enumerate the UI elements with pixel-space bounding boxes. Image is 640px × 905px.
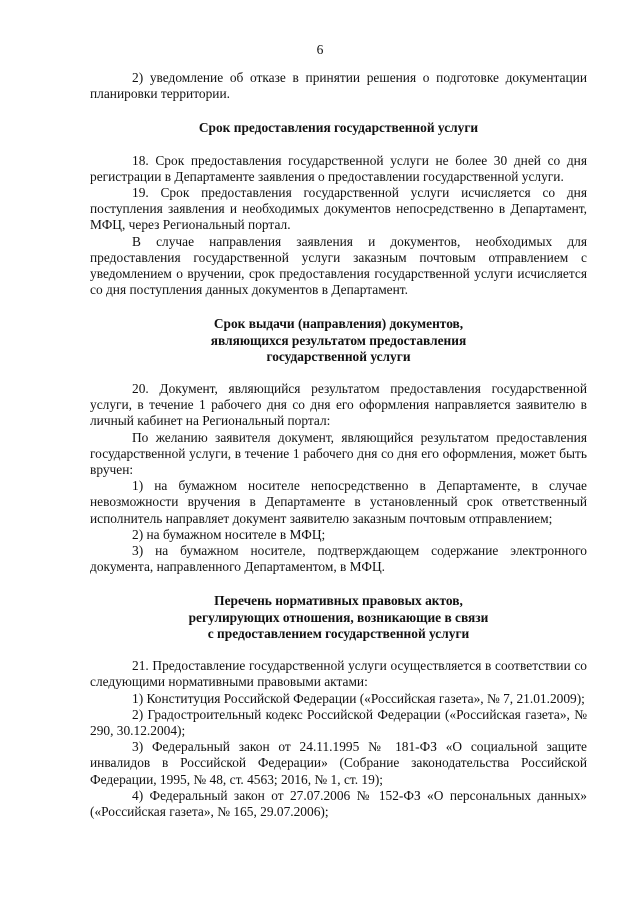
paragraph-20-item-2: 2) на бумажном носителе в МФЦ; xyxy=(132,526,326,542)
paragraph-18: 18. Срок предоставления государственной услуги не более 30 дней со дня регистрации в Департаменте заявления о предоставлении государственной услуги. xyxy=(90,152,587,184)
paragraph-21: 21. Предоставление государственной услуги осуществляется в соответствии со следующими нормативными правовыми актами: xyxy=(90,658,587,690)
paragraph-item-2-notice: 2) уведомление об отказе в принятии решения о подготовке документации планировки территории. xyxy=(90,70,587,102)
paragraph-19-mail-case: В случае направления заявления и документов, необходимых для предоставления государственной услуги заказным почтовым отправлением с уведомлением о вручении, срок предоставления государственной услуги исчисляется со дня поступления данных документов в Департамент. xyxy=(90,233,587,298)
page-number: 6 xyxy=(316,42,324,57)
paragraph-21-item-2: 2) Градостроительный кодекс Российской Федерации («Российская газета», № 290, 30.12.2004); xyxy=(90,706,587,738)
paragraph-20: 20. Документ, являющийся результатом предоставления государственной услуги, в течение 1 рабочего дня со дня его оформления направляется заявителю в личный кабинет на Региональный портал: xyxy=(90,381,587,429)
heading-line: с предоставлением государственной услуги xyxy=(207,625,470,641)
section-heading-service-term: Срок предоставления государственной услуги xyxy=(198,120,479,136)
heading-line: регулирующих отношения, возникающие в связи xyxy=(188,609,489,625)
heading-line: Перечень нормативных правовых актов, xyxy=(214,593,463,609)
paragraph-21-item-4: 4) Федеральный закон от 27.07.2006 № 152-ФЗ «О персональных данных» («Российская газета», № 165, 29.07.2006); xyxy=(90,787,587,819)
section-heading-legal-acts xyxy=(90,593,587,642)
heading-line: Срок выдачи (направления) документов, xyxy=(213,316,464,332)
paragraph-20-on-request: По желанию заявителя документ, являющийся результатом предоставления государственной услуги, в течение 1 рабочего дня со дня его оформления, может быть вручен: xyxy=(90,429,587,478)
paragraph-19: 19. Срок предоставления государственной услуги исчисляется со дня поступления заявления и необходимых документов непосредственно в Департамент, МФЦ, через Региональный портал. xyxy=(90,185,587,233)
heading-line: государственной услуги xyxy=(266,348,411,364)
section-heading-delivery-term xyxy=(90,316,587,365)
document-body xyxy=(90,70,587,820)
paragraph-20-item-1: 1) на бумажном носителе непосредственно в Департаменте, в случае невозможности вручения в Департаменте в установленный срок ответственный исполнитель направляет документ заявителю заказным почтовым отправлением; xyxy=(90,478,587,526)
paragraph-21-item-3: 3) Федеральный закон от 24.11.1995 № 181-ФЗ «О социальной защите инвалидов в Российской Федерации» (Собрание законодательства Российской Федерации, 1995, № 48, ст. 4563; 2016, № 1, ст. 19); xyxy=(90,739,587,787)
paragraph-21-item-1: 1) Конституция Российской Федерации («Российская газета», № 7, 21.01.2009); xyxy=(132,690,585,706)
heading-line: являющихся результатом предоставления xyxy=(210,332,467,348)
paragraph-20-item-3: 3) на бумажном носителе, подтверждающем содержание электронного документа, направленного Департаментом, в МФЦ. xyxy=(90,543,587,575)
